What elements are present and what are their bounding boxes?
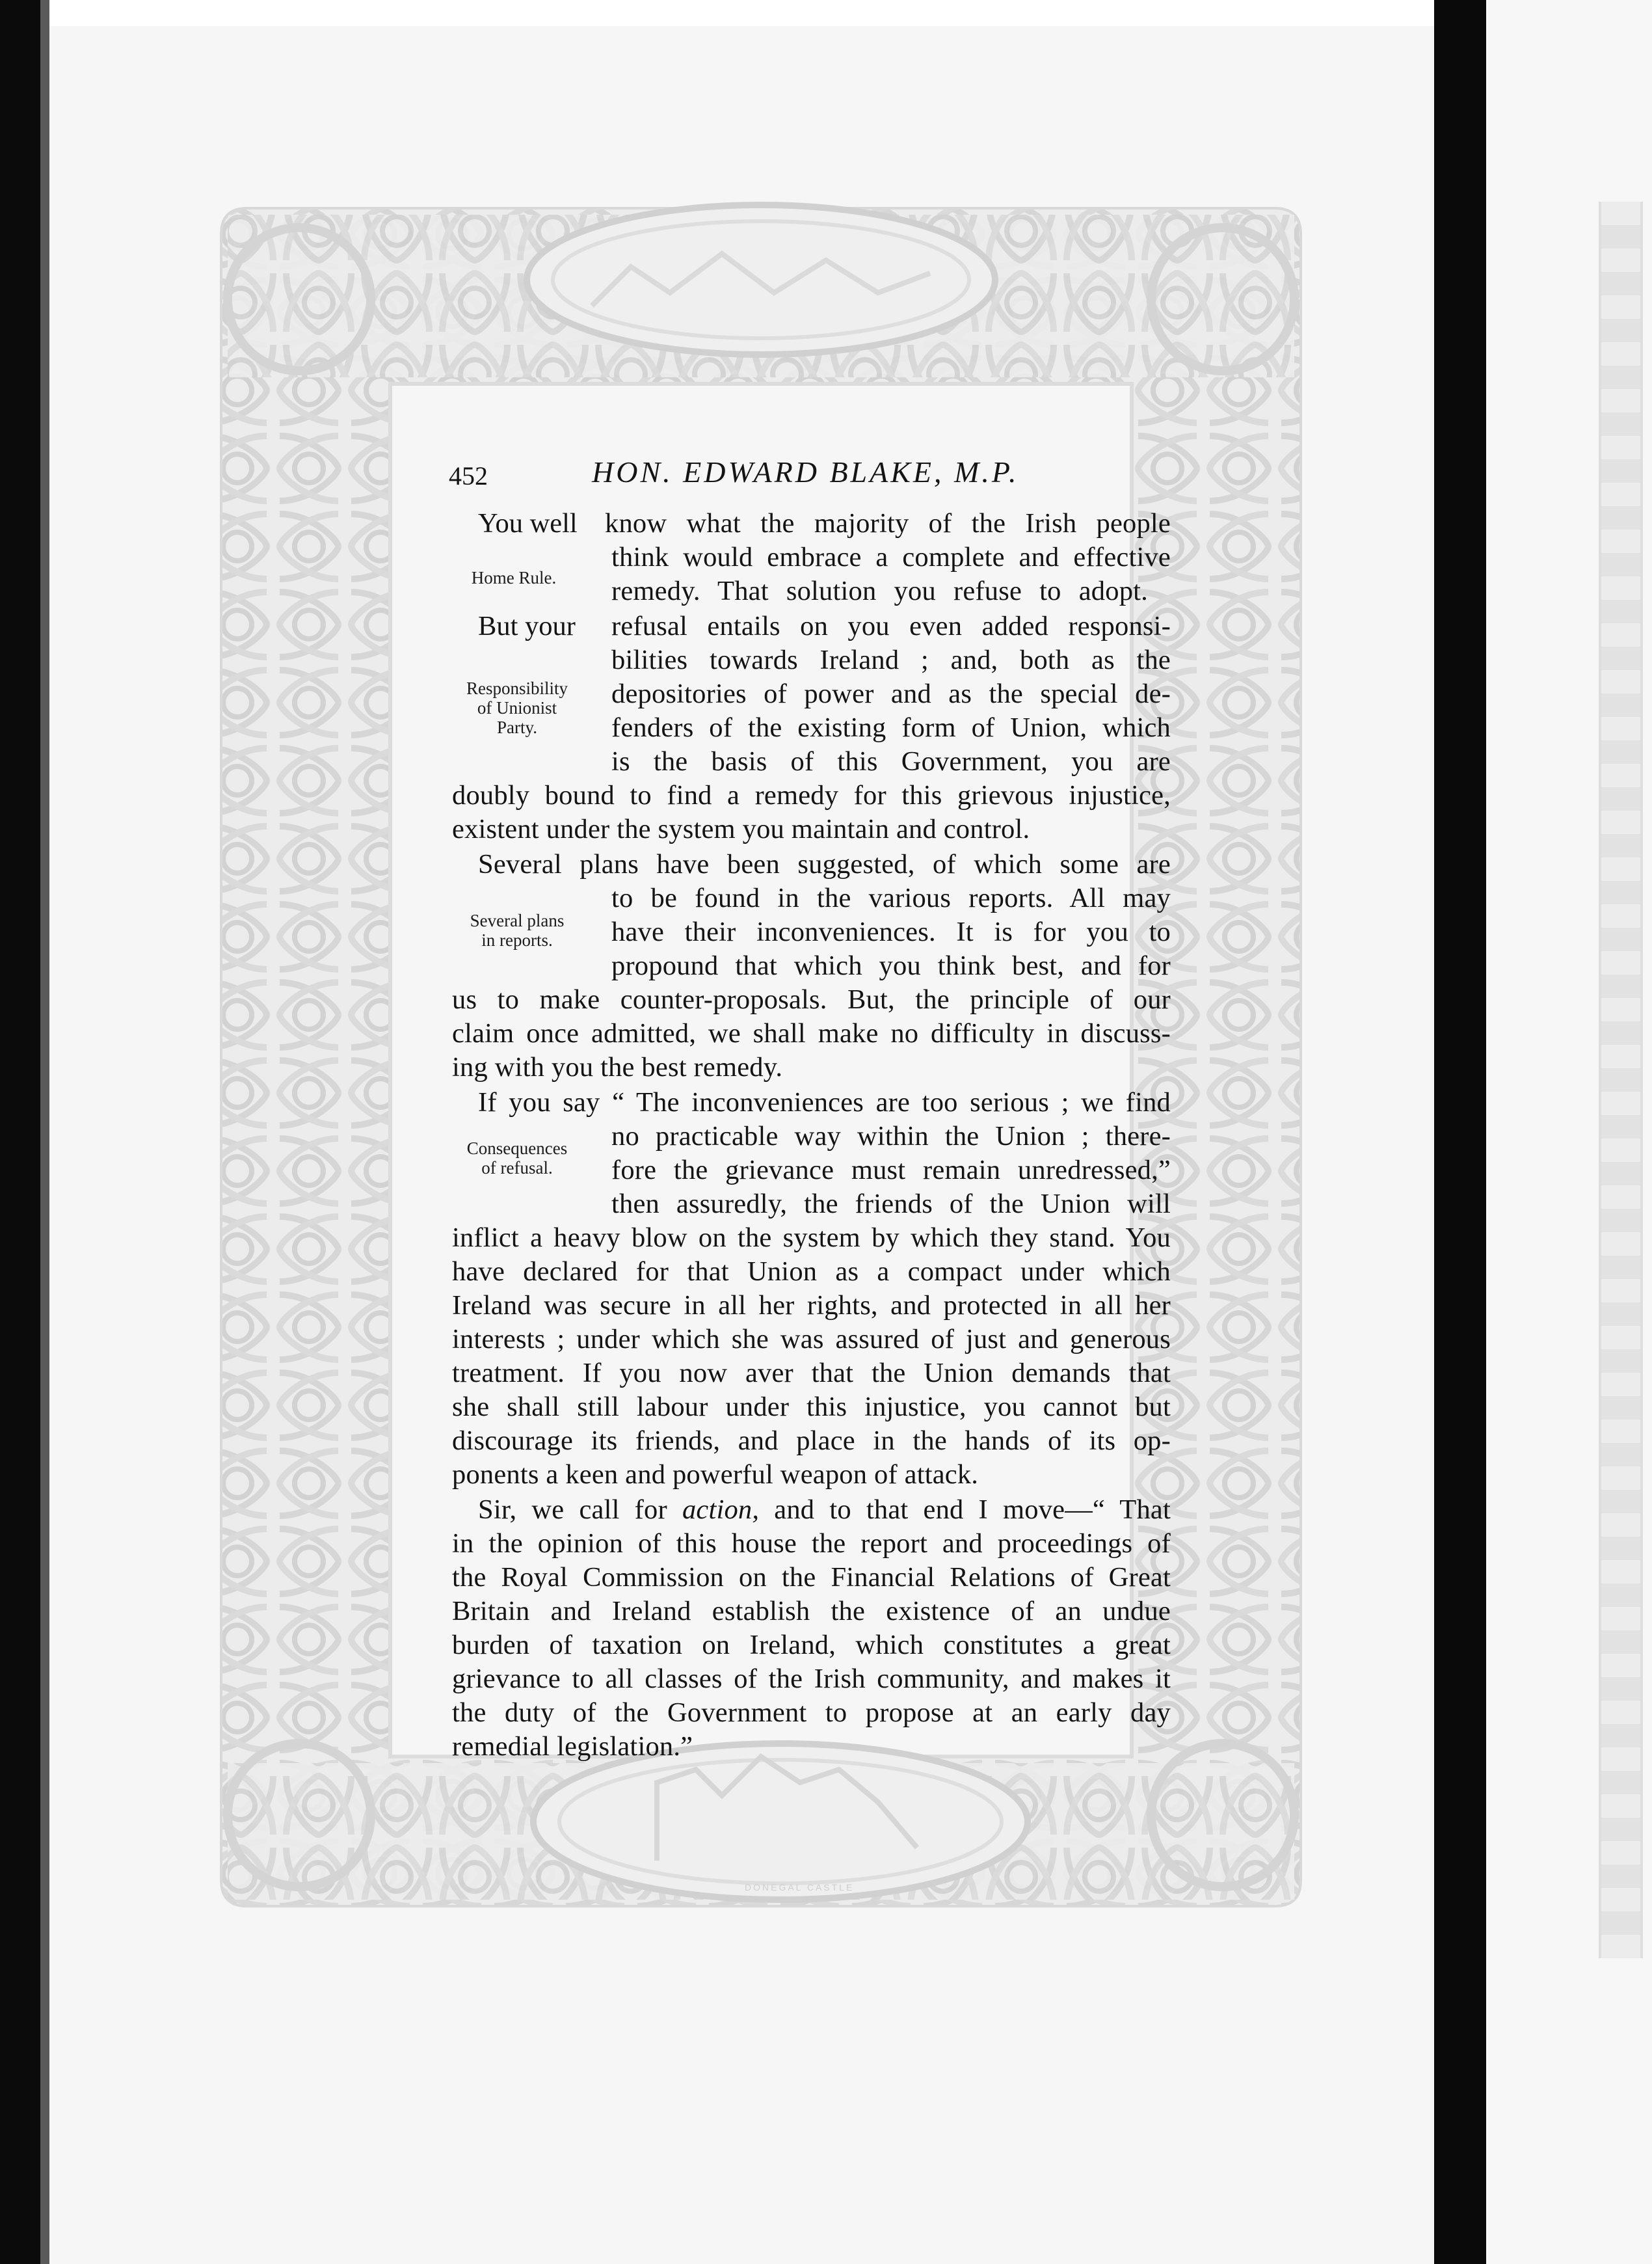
side-note-text: of Unionist xyxy=(477,698,557,718)
text-line: remedial legislation.” xyxy=(452,1731,693,1762)
text-line: then assuredly, the friends of the Union will xyxy=(611,1189,1171,1219)
text-line: know what the majority of the Irish people xyxy=(605,508,1171,539)
text-line xyxy=(478,1494,1171,1526)
text-line: bilities towards Ireland ; and, both as the xyxy=(611,645,1171,675)
text-line: think would embrace a complete and effective xyxy=(611,542,1171,573)
text-fragment: Sir, we call for xyxy=(478,1494,667,1525)
page-number: 452 xyxy=(449,461,488,491)
side-note-text: Several plans xyxy=(470,911,565,930)
text-line: the duty of the Government to propose at an early day xyxy=(452,1697,1171,1728)
running-title: HON. EDWARD BLAKE, M.P. xyxy=(592,455,1019,489)
text-line: have declared for that Union as a compact under which xyxy=(452,1256,1171,1287)
scan-gutter-left xyxy=(40,0,49,2264)
text-line: to be found in the various reports. All may xyxy=(611,883,1171,913)
text-line: have their inconveniences. It is for you to xyxy=(611,917,1171,947)
side-note-text: Consequences xyxy=(466,1139,568,1158)
text-line: she shall still labour under this injustice, you cannot but xyxy=(452,1392,1171,1422)
side-note-responsibility xyxy=(449,679,585,737)
text-line: ing with you the best remedy. xyxy=(452,1052,783,1083)
text-line: the Royal Commission on the Financial Relations of Great xyxy=(452,1562,1171,1593)
adjacent-page-border xyxy=(1599,202,1643,1958)
text-line: interests ; under which she was assured of just and generous xyxy=(452,1324,1171,1354)
text-line: ponents a keen and powerful weapon of attack. xyxy=(452,1459,979,1490)
side-note-home-rule xyxy=(455,568,572,587)
text-line: But your xyxy=(478,611,576,641)
text-line: doubly bound to find a remedy for this grievous injustice, xyxy=(452,780,1171,811)
text-line: fenders of the existing form of Union, which xyxy=(611,712,1171,743)
side-note-text: Home Rule. xyxy=(471,568,557,587)
text-line: no practicable way within the Union ; there- xyxy=(611,1121,1171,1152)
side-note-several-plans xyxy=(449,911,585,950)
text-line: You well xyxy=(478,508,578,539)
text-line: treatment. If you now aver that the Union demands that xyxy=(452,1358,1171,1388)
side-note-text: Responsibility xyxy=(466,679,568,698)
text-line: us to make counter-proposals. But, the principle of our xyxy=(452,984,1171,1015)
text-line: propound that which you think best, and for xyxy=(611,950,1171,981)
side-note-text: of refusal. xyxy=(481,1158,553,1178)
text-line: Britain and Ireland establish the existence of an undue xyxy=(452,1596,1171,1626)
text-line: burden of taxation on Ireland, which constitutes a great xyxy=(452,1630,1171,1660)
text-line: claim once admitted, we shall make no difficulty in discuss- xyxy=(452,1018,1171,1049)
side-note-consequences xyxy=(449,1139,585,1178)
vignette-caption: DONEGAL CASTLE xyxy=(745,1882,855,1893)
emphasis-word: action, xyxy=(682,1494,760,1525)
text-line: in the opinion of this house the report and proceedings of xyxy=(452,1528,1171,1559)
text-line: existent under the system you maintain and control. xyxy=(452,814,1030,844)
text-line: refusal entails on you even added responsi- xyxy=(611,611,1171,641)
text-line: is the basis of this Government, you are xyxy=(611,746,1171,777)
text-line: discourage its friends, and place in the hands of its op- xyxy=(452,1425,1171,1456)
text-line: If you say “ The inconveniences are too serious ; we find xyxy=(478,1087,1171,1118)
text-line: Ireland was secure in all her rights, and protected in all her xyxy=(452,1290,1171,1321)
text-line: remedy. That solution you refuse to adopt. xyxy=(611,576,1148,606)
text-line: inflict a heavy blow on the system by which they stand. You xyxy=(452,1222,1171,1253)
text-line: fore the grievance must remain unredressed,” xyxy=(611,1155,1171,1185)
side-note-text: in reports. xyxy=(481,930,553,950)
scan-edge-left xyxy=(0,0,40,2264)
book-spine xyxy=(1434,0,1486,2264)
text-line: Several plans have been suggested, of which some are xyxy=(478,849,1171,880)
text-fragment: and to that end I move—“ That xyxy=(774,1494,1171,1525)
text-line: depositories of power and as the special de- xyxy=(611,679,1171,709)
text-line: grievance to all classes of the Irish community, and makes it xyxy=(452,1664,1171,1694)
side-note-text: Party. xyxy=(497,718,537,737)
